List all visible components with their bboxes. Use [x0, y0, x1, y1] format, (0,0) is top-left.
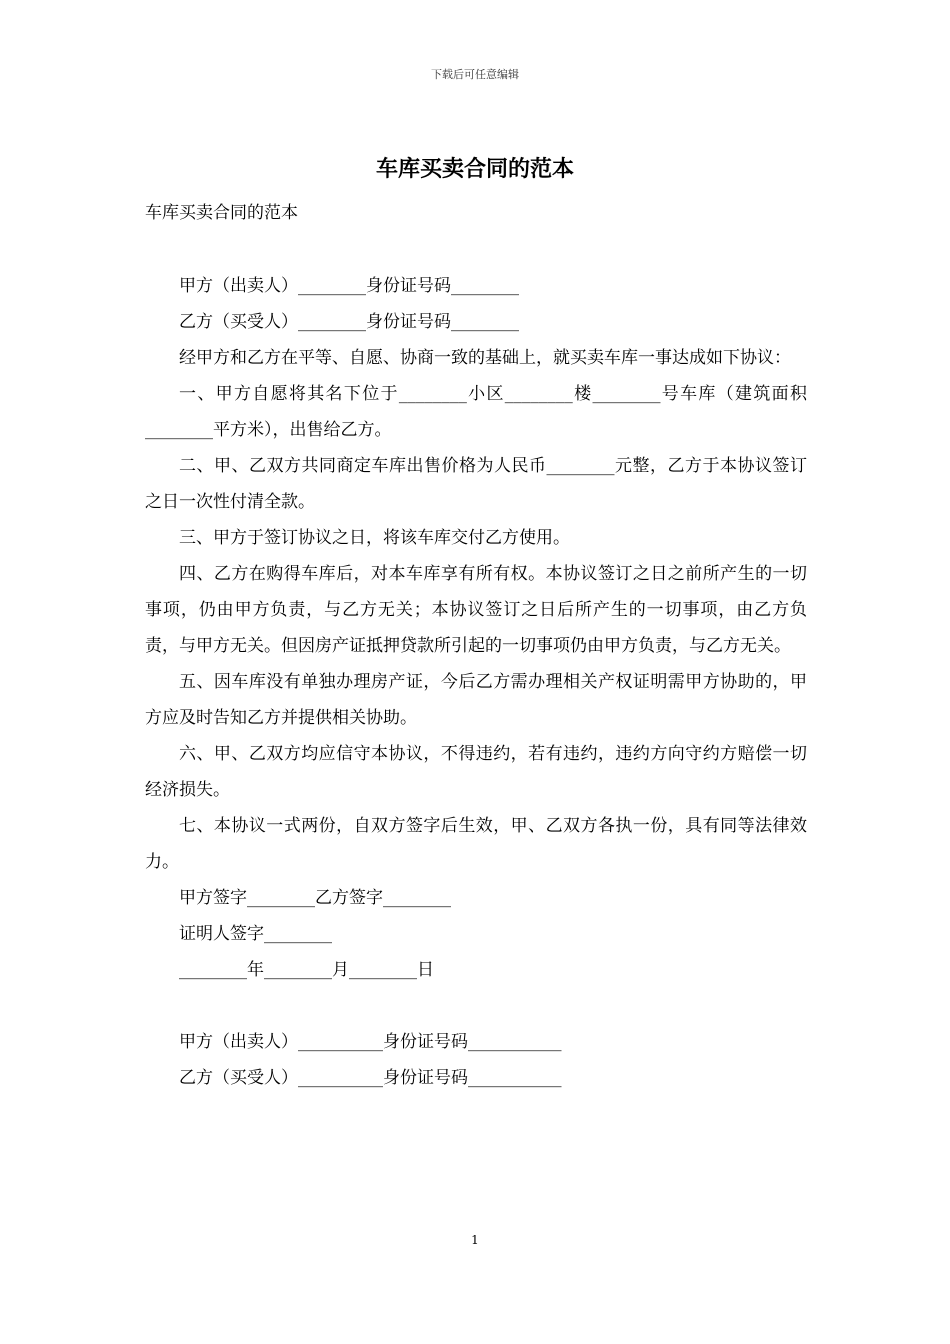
document-body [145, 268, 807, 1096]
clause-7: 七、本协议一式两份，自双方签字后生效，甲、乙双方各执一份，具有同等法律效力。 [145, 816, 807, 872]
header-note: 下载后可任意编辑 [431, 68, 519, 81]
date-line: ________年________月________日 [179, 960, 434, 980]
document-subtitle: 车库买卖合同的范本 [145, 203, 298, 223]
clause-1: 一、甲方自愿将其名下位于________小区________楼________号车库（建筑面积________平方米），出售给乙方。 [145, 384, 807, 440]
clause-6: 六、甲、乙双方均应信守本协议，不得违约，若有违约，违约方向守约方赔偿一切经济损失。 [145, 744, 807, 800]
party-b-line: 乙方（买受人）________身份证号码________ [179, 312, 519, 332]
party-a-line: 甲方（出卖人）________身份证号码________ [179, 276, 519, 296]
clause-3: 三、甲方于签订协议之日，将该车库交付乙方使用。 [179, 528, 570, 548]
document-title: 车库买卖合同的范本 [375, 156, 574, 182]
clause-4: 四、乙方在购得车库后，对本车库享有所有权。本协议签订之日之前所产生的一切事项，仍由甲方负责，与乙方无关；本协议签订之日后所产生的一切事项，由乙方负责，与甲方无关。但因房产证抵押贷款所引起的一切事项仍由甲方负责，与乙方无关。 [145, 564, 807, 656]
signature-line: 甲方签字________乙方签字________ [179, 888, 451, 908]
clause-2: 二、甲、乙双方共同商定车库出售价格为人民币________元整，乙方于本协议签订之日一次性付清全款。 [145, 456, 807, 512]
paragraph-gap [145, 988, 807, 1024]
party-b-line-2: 乙方（买受人）__________身份证号码___________ [179, 1068, 562, 1088]
clause-5: 五、因车库没有单独办理房产证，今后乙方需办理相关产权证明需甲方协助的，甲方应及时告知乙方并提供相关协助。 [145, 672, 807, 728]
preamble-paragraph: 经甲方和乙方在平等、自愿、协商一致的基础上，就买卖车库一事达成如下协议： [179, 348, 791, 368]
party-a-line-2: 甲方（出卖人）__________身份证号码___________ [179, 1032, 562, 1052]
page-number: 1 [471, 1233, 479, 1247]
witness-signature-line: 证明人签字________ [179, 924, 332, 944]
